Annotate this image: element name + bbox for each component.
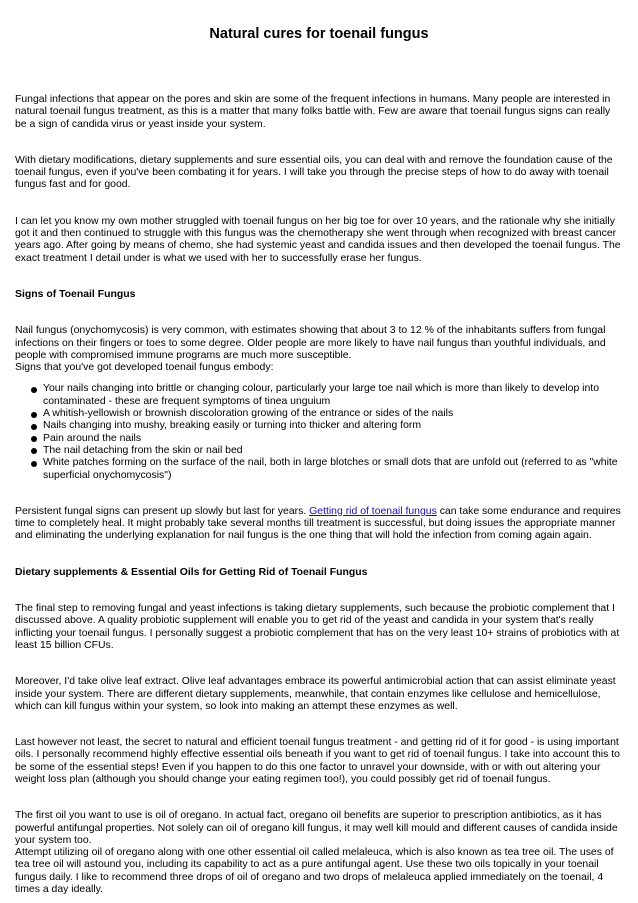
- supplements-paragraph-2: Moreover, I'd take olive leaf extract. Olive leaf advantages embrace its powerful antimicrobial action that can assist eliminate yeast inside your system. There are different dietary supplements, meanwhile, that contain enzymes like cellulose and hemicellulose, which can kill fungus within your system, so look into making an attempt these enzymes as well.: [15, 676, 616, 712]
- list-item: Nails changing into mushy, breaking easily or turning into thicker and altering form: [31, 420, 623, 432]
- page-title: Natural cures for toenail fungus: [209, 26, 429, 42]
- intro-paragraph-1: Fungal infections that appear on the pores and skin are some of the frequent infections in humans. Many people are interested in natural toenail fungus treatment, as this is a matter that many folks battle with. Few are aware that toenail fungus signs can really be a sign of candida virus or yeast inside your system.: [15, 94, 611, 130]
- intro-paragraph-2: With dietary modifications, dietary supplements and sure essential oils, you can deal with and remove the foundation cause of the toenail fungus, even if you've been combating it for years. I will take you through the precise steps of how to do away with toenail fungus fast and for good.: [15, 154, 613, 191]
- signs-p2-text-after: can take some endurance and requires time to completely heal. It might probably take several months till treatment is successful, but doing issues the appropriate manner and eliminating the underlying explanation for nail fungus is the one thing that will hold the infection from coming again again.: [15, 505, 621, 542]
- list-item: Pain around the nails: [31, 433, 623, 445]
- document-page: [15, 26, 623, 896]
- toenail-fungus-link[interactable]: Getting rid of toenail fungus: [309, 505, 437, 517]
- signs-p2-text-before: Persistent fungal signs can present up slowly but last for years.: [15, 505, 310, 517]
- supplements-paragraph-4: The first oil you want to use is oil of oregano. In actual fact, oregano oil benefits are superior to prescription antibiotics, as it has powerful antifungal properties. Not solely can oil of oregano kill fungus, it may well kill mould and different causes of candida inside your system too.: [15, 810, 618, 846]
- list-item: A whitish-yellowish or brownish discoloration growing of the entrance or sides of the nails: [31, 408, 623, 420]
- list-item: Your nails changing into brittle or changing colour, particularly your large toe nail which is more than likely to develop into contaminated - these are frequent symptoms of tinea unguium: [31, 383, 623, 408]
- list-item: White patches forming on the surface of the nail, both in large blotches or small dots that are unfold out (referred to as "white superficial onychomycosis"): [31, 457, 623, 482]
- supplements-paragraph-3: Last however not least, the secret to natural and efficient toenail fungus treatment - and getting rid of it for good - is using important oils. I personally recommend highly effective essential oils beneath if you want to get rid of toenail fungus. I take into account this to be some of the essential steps! Even if you happen to do this one factor to unravel your downside, with or with out altering your weight loss plan (although you should change your eating regimen too!), you could possibly get rid of toenail fungus.: [15, 737, 620, 785]
- section-heading-supplements: Dietary supplements & Essential Oils for Getting Rid of Toenail Fungus: [15, 566, 368, 578]
- list-item: The nail detaching from the skin or nail bed: [31, 445, 623, 457]
- supplements-paragraph-5: Attempt utilizing oil of oregano along with one other essential oil called melaleuca, which is also known as tea tree oil. The uses of tea tree oil will astound you, including its capability to act as a pure antifungal agent. Use these two oils topically in your toenail fungus daily. I like to recommend three drops of oil of oregano and two drops of melaleuca applied immediately on the toenail, 4 times a day ideally.: [15, 847, 614, 896]
- supplements-paragraph-1: The final step to removing fungal and yeast infections is taking dietary supplements, such because the probiotic complement that I discussed above. A quality probiotic supplement will enable you to get rid of the yeast and candida in your system that's really inflicting your toenail fungus. I personally suggest a probiotic complement that has on the very least 10+ strains of probiotics with at least 15 billion CFUs.: [15, 603, 620, 651]
- intro-paragraph-3: I can let you know my own mother struggled with toenail fungus on her big toe for over 10 years, and the rationale why she initially got it and then continued to struggle with this fungus was the chemotherapy she went through when recognized with breast cancer years ago. After going by means of chemo, she had systemic yeast and candida issues and then developed the toenail fungus. The exact treatment I detail under is what we used with her to successfully erase her fungus.: [15, 215, 621, 264]
- signs-paragraph-2: [15, 506, 623, 543]
- signs-paragraph-1: Nail fungus (onychomycosis) is very common, with estimates showing that about 3 to 12 % of the inhabitants suffers from fungal infections on their fingers or toes to some degree. Older people are more likely to have nail fungus than youthful individuals, and people with compromised immune programs are much more susceptible.: [15, 325, 606, 361]
- section-heading-signs: Signs of Toenail Fungus: [15, 288, 136, 300]
- symptoms-list: [15, 383, 623, 481]
- signs-list-intro: Signs that you've got developed toenail fungus embody:: [15, 362, 274, 374]
